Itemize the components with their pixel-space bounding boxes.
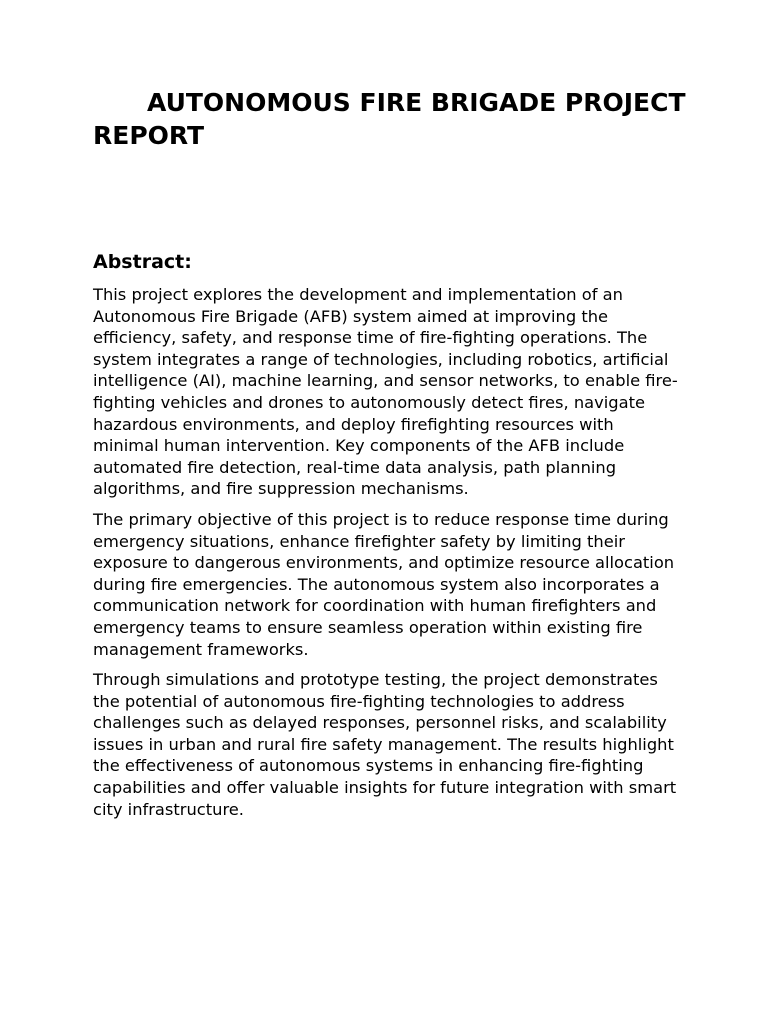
- abstract-heading: Abstract:: [93, 251, 192, 273]
- abstract-paragraph: Through simulations and prototype testing, the project demonstrates the potential of autonomous fire-fighting technologies to address challenges such as delayed responses, personnel risks, and scalability issues in urban and rural fire safety management. The results highlight the effectiveness of autonomous systems in enhancing fire-fighting capabilities and offer valuable insights for future integration with smart city infrastructure.: [93, 670, 677, 819]
- report-title: AUTONOMOUS FIRE BRIGADE PROJECT REPORT: [93, 88, 686, 150]
- abstract-body: [93, 284, 683, 829]
- abstract-paragraph: The primary objective of this project is to reduce response time during emergency situations, enhance firefighter safety by limiting their exposure to dangerous environments, and optimize resource allocation during fire emergencies. The autonomous system also incorporates a communication network for coordination with human firefighters and emergency teams to ensure seamless operation within existing fire management frameworks.: [93, 509, 675, 659]
- abstract-paragraph: This project explores the development and implementation of an Autonomous Fire Brigade (AFB) system aimed at improving the efficiency, safety, and response time of fire-fighting operations. The system integrates a range of technologies, including robotics, artificial intelligence (AI), machine learning, and sensor networks, to enable fire-fighting vehicles and drones to autonomously detect fires, navigate hazardous environments, and deploy firefighting resources with minimal human intervention. Key components of the AFB include automated fire detection, real-time data analysis, path planning algorithms, and fire suppression mechanisms.: [93, 285, 678, 499]
